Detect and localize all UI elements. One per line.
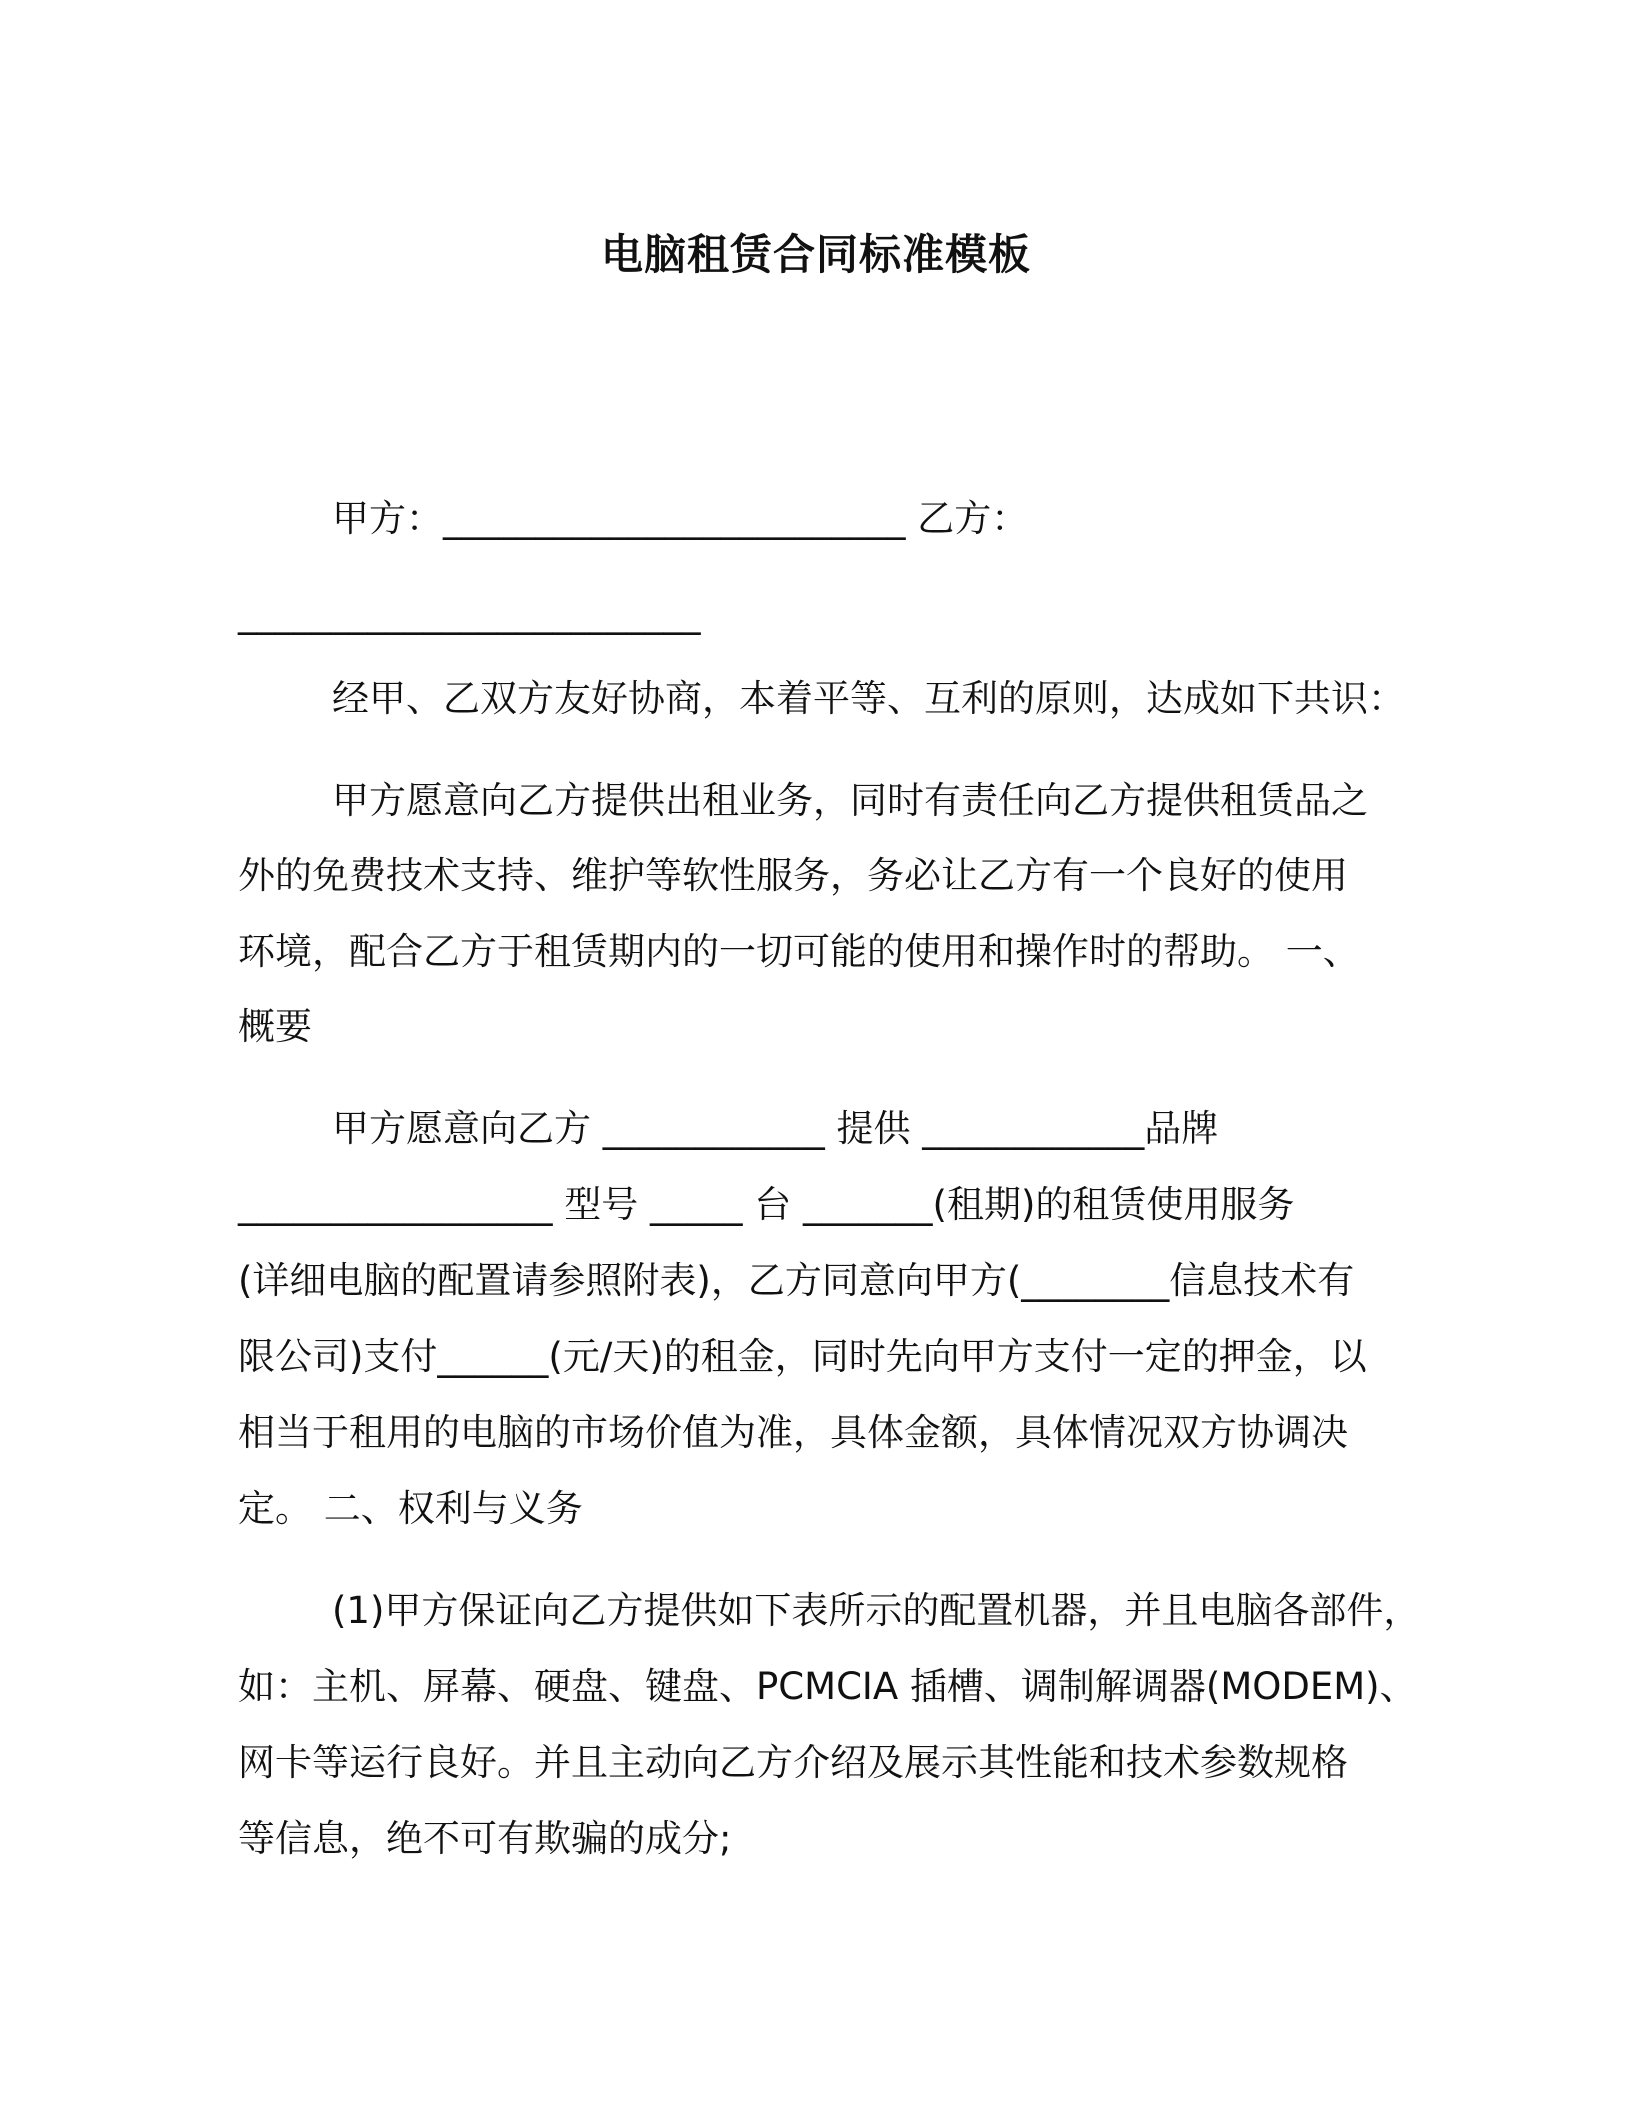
paragraph-line: (1)甲方保证向乙方提供如下表所示的配置机器，并且电脑各部件， [332, 1589, 1421, 1632]
paragraph-line: 甲方愿意向乙方提供出租业务，同时有责任向乙方提供租赁品之 [332, 779, 1368, 822]
consensus-line: 经甲、乙双方友好协商，本着平等、互利的原则，达成如下共识： [332, 677, 1405, 720]
document-title: 电脑租赁合同标准模板 [600, 230, 1031, 279]
paragraph-line: 等信息，绝不可有欺骗的成分; [238, 1817, 732, 1860]
party-line: 甲方：_________________________ 乙方： [332, 497, 1029, 540]
paragraph-line: 网卡等运行良好。并且主动向乙方介绍及展示其性能和技术参数规格 [238, 1741, 1348, 1784]
paragraph-line: 甲方愿意向乙方 ____________ 提供 ____________品牌 [332, 1107, 1219, 1150]
paragraph-line: 限公司)支付______(元/天)的租金，同时先向甲方支付一定的押金，以 [238, 1335, 1367, 1378]
section-heading-rights: 定。 二、权利与义务 [238, 1487, 583, 1530]
paragraph-line: 环境，配合乙方于租赁期内的一切可能的使用和操作时的帮助。 一、 [238, 930, 1360, 973]
paragraph-line: _________________ 型号 _____ 台 _______(租期)的租赁使用服务 [238, 1183, 1295, 1226]
paragraph-line: 外的免费技术支持、维护等软性服务，务必让乙方有一个良好的使用 [238, 854, 1348, 897]
section-heading-overview: 概要 [238, 1005, 312, 1048]
paragraph-line: 相当于租用的电脑的市场价值为准，具体金额，具体情况双方协调决 [238, 1411, 1348, 1454]
paragraph-line: 如：主机、屏幕、硬盘、键盘、PCMCIA 插槽、调制解调器(MODEM)、 [238, 1665, 1417, 1708]
party-b-blank-line: _________________________ [238, 592, 701, 635]
paragraph-line: (详细电脑的配置请参照附表)，乙方同意向甲方(________信息技术有 [238, 1259, 1355, 1302]
